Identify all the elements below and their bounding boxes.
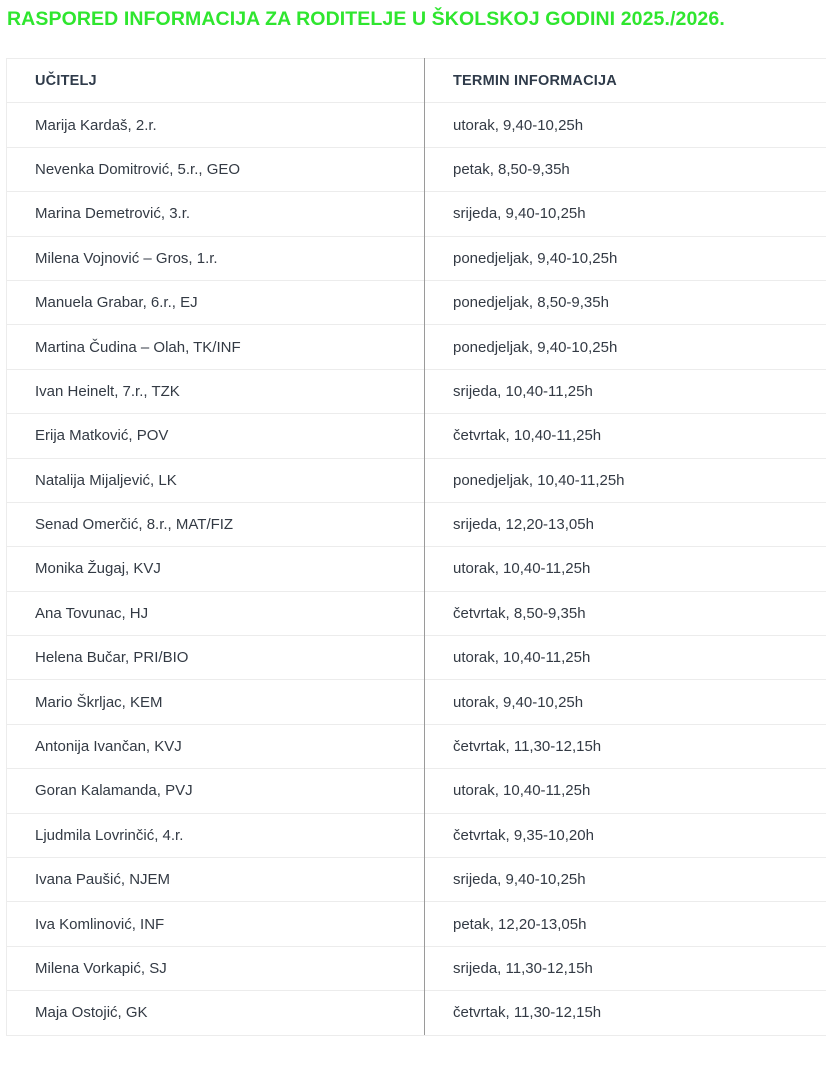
teacher-cell: Natalija Mijaljević, LK — [7, 458, 425, 502]
table-row — [7, 103, 826, 147]
table-row — [7, 325, 826, 369]
term-cell: utorak, 10,40-11,25h — [425, 769, 826, 813]
table-row — [7, 636, 826, 680]
teacher-cell: Erija Matković, POV — [7, 414, 425, 458]
teacher-cell: Ljudmila Lovrinčić, 4.r. — [7, 813, 425, 857]
header-teacher: UČITELJ — [7, 59, 425, 103]
teacher-cell: Milena Vojnović – Gros, 1.r. — [7, 236, 425, 280]
table-header-row — [7, 59, 826, 103]
term-cell: srijeda, 9,40-10,25h — [425, 192, 826, 236]
table-body — [7, 103, 826, 1035]
term-cell: četvrtak, 9,35-10,20h — [425, 813, 826, 857]
term-cell: četvrtak, 11,30-12,15h — [425, 991, 826, 1035]
table-row — [7, 458, 826, 502]
teacher-cell: Ivan Heinelt, 7.r., TZK — [7, 369, 425, 413]
page-title: RASPORED INFORMACIJA ZA RODITELJE U ŠKOLSKOJ GODINI 2025./2026. — [7, 8, 725, 30]
table-row — [7, 902, 826, 946]
term-cell: utorak, 10,40-11,25h — [425, 636, 826, 680]
header-term: TERMIN INFORMACIJA — [425, 59, 826, 103]
term-cell: srijeda, 10,40-11,25h — [425, 369, 826, 413]
teacher-cell: Nevenka Domitrović, 5.r., GEO — [7, 147, 425, 191]
term-cell: petak, 12,20-13,05h — [425, 902, 826, 946]
teacher-cell: Martina Čudina – Olah, TK/INF — [7, 325, 425, 369]
teacher-cell: Iva Komlinović, INF — [7, 902, 425, 946]
table-row — [7, 192, 826, 236]
teacher-cell: Ana Tovunac, HJ — [7, 591, 425, 635]
table-row — [7, 991, 826, 1035]
term-cell: četvrtak, 8,50-9,35h — [425, 591, 826, 635]
table-row — [7, 502, 826, 546]
table-row — [7, 680, 826, 724]
teacher-cell: Senad Omerčić, 8.r., MAT/FIZ — [7, 502, 425, 546]
table-row — [7, 280, 826, 324]
term-cell: ponedjeljak, 9,40-10,25h — [425, 325, 826, 369]
table-row — [7, 547, 826, 591]
table-row — [7, 769, 826, 813]
teacher-cell: Maja Ostojić, GK — [7, 991, 425, 1035]
teacher-cell: Marija Kardaš, 2.r. — [7, 103, 425, 147]
teacher-cell: Mario Škrljac, KEM — [7, 680, 425, 724]
table-row — [7, 724, 826, 768]
term-cell: srijeda, 12,20-13,05h — [425, 502, 826, 546]
term-cell: utorak, 9,40-10,25h — [425, 680, 826, 724]
table-row — [7, 813, 826, 857]
table-row — [7, 414, 826, 458]
teacher-cell: Ivana Paušić, NJEM — [7, 858, 425, 902]
term-cell: srijeda, 11,30-12,15h — [425, 946, 826, 990]
term-cell: utorak, 10,40-11,25h — [425, 547, 826, 591]
table-row — [7, 591, 826, 635]
term-cell: srijeda, 9,40-10,25h — [425, 858, 826, 902]
table-row — [7, 946, 826, 990]
term-cell: ponedjeljak, 8,50-9,35h — [425, 280, 826, 324]
term-cell: ponedjeljak, 10,40-11,25h — [425, 458, 826, 502]
table-row — [7, 369, 826, 413]
teacher-cell: Goran Kalamanda, PVJ — [7, 769, 425, 813]
teacher-cell: Helena Bučar, PRI/BIO — [7, 636, 425, 680]
teacher-cell: Milena Vorkapić, SJ — [7, 946, 425, 990]
term-cell: ponedjeljak, 9,40-10,25h — [425, 236, 826, 280]
term-cell: četvrtak, 10,40-11,25h — [425, 414, 826, 458]
table-row — [7, 858, 826, 902]
table-row — [7, 236, 826, 280]
term-cell: petak, 8,50-9,35h — [425, 147, 826, 191]
table-row — [7, 147, 826, 191]
schedule-table — [6, 58, 826, 1036]
teacher-cell: Antonija Ivančan, KVJ — [7, 724, 425, 768]
teacher-cell: Marina Demetrović, 3.r. — [7, 192, 425, 236]
teacher-cell: Monika Žugaj, KVJ — [7, 547, 425, 591]
term-cell: četvrtak, 11,30-12,15h — [425, 724, 826, 768]
term-cell: utorak, 9,40-10,25h — [425, 103, 826, 147]
teacher-cell: Manuela Grabar, 6.r., EJ — [7, 280, 425, 324]
